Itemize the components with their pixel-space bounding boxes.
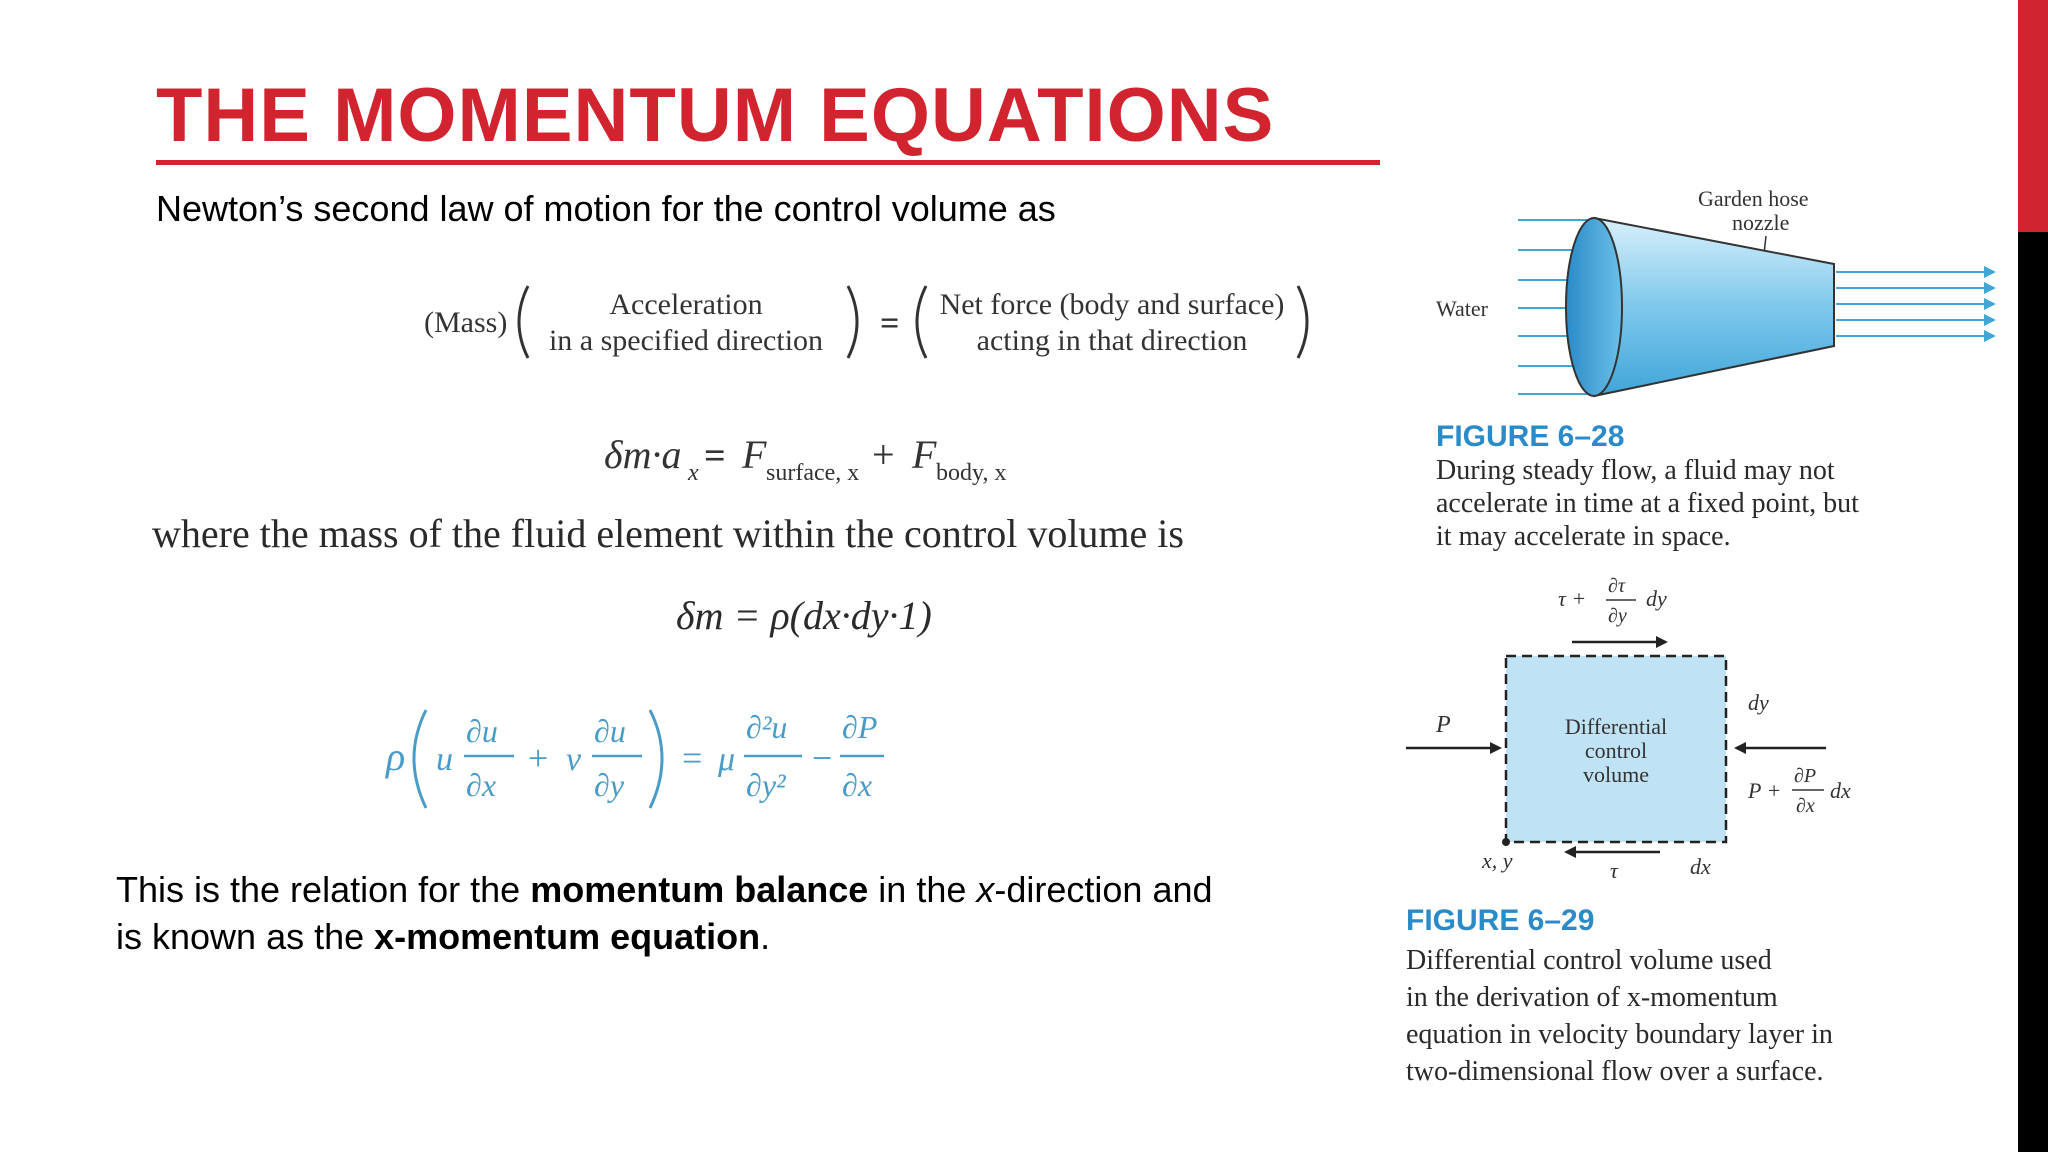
p-right-den: ∂x bbox=[1796, 795, 1815, 817]
bottom-bold-x-momentum: x-momentum equation bbox=[374, 916, 761, 957]
fig28-caption-line: During steady flow, a fluid may not bbox=[1436, 455, 1835, 486]
hose-label-1: Garden hose bbox=[1698, 186, 1809, 211]
bottom-text bbox=[116, 866, 1346, 960]
eq4-dx: ∂x bbox=[466, 767, 497, 803]
eq1-force-line1: Net force (body and surface) bbox=[939, 288, 1285, 321]
outlet-arrows bbox=[1836, 272, 1984, 336]
eq2-lhs: δm·a bbox=[604, 432, 682, 477]
xy-label: x, y bbox=[1482, 848, 1513, 873]
equation-x-momentum bbox=[372, 690, 892, 820]
water-label: Water bbox=[1436, 296, 1488, 321]
eq2-f2-sub: body, x bbox=[936, 460, 1007, 486]
cv-label-1: Differential bbox=[1564, 714, 1668, 739]
eq4-equals: = bbox=[682, 738, 703, 778]
eq4-dy2: ∂y² bbox=[746, 767, 786, 803]
eq4-du: ∂u bbox=[466, 713, 498, 749]
fig29-caption-line: equation in velocity boundary layer in bbox=[1406, 1019, 1833, 1050]
eq4-d2u: ∂²u bbox=[746, 709, 788, 745]
fig29-caption-line: in the derivation of x-momentum bbox=[1406, 982, 1778, 1013]
figure-6-28-title: FIGURE 6–28 bbox=[1436, 420, 1625, 453]
bottom-bold-momentum-balance: momentum balance bbox=[530, 869, 869, 910]
bottom-t5: . bbox=[760, 916, 771, 957]
nozzle-body bbox=[1594, 218, 1834, 396]
accent-bar-black bbox=[2018, 232, 2048, 1152]
eq4-du2: ∂u bbox=[594, 713, 626, 749]
p-right-num: ∂P bbox=[1794, 765, 1817, 787]
eq1-accel-line1: Acceleration bbox=[609, 288, 763, 321]
eq4-v: v bbox=[566, 741, 582, 778]
eq4-dy: ∂y bbox=[594, 767, 625, 803]
bottom-t1: This is the relation for the bbox=[116, 869, 531, 910]
eq2-plus: + bbox=[872, 432, 895, 477]
bottom-t2: in the bbox=[868, 869, 977, 910]
eq1-equals: = bbox=[880, 305, 900, 342]
hose-label-2: nozzle bbox=[1732, 210, 1790, 235]
title-underline bbox=[156, 160, 1380, 165]
p-right-dx: dx bbox=[1830, 778, 1851, 803]
figure-6-29-control-volume-diagram bbox=[1400, 568, 1880, 888]
fig29-caption-line: Differential control volume used bbox=[1406, 945, 1772, 976]
eq4-dx2: ∂x bbox=[842, 767, 873, 803]
tau-top-dy: dy bbox=[1646, 586, 1667, 611]
fig28-caption-line: accelerate in time at a fixed point, but bbox=[1436, 488, 1859, 519]
eq2-f1-sub: surface, x bbox=[766, 460, 860, 486]
eq1-force-line2: acting in that direction bbox=[976, 324, 1248, 357]
eq4-minus: − bbox=[812, 738, 833, 778]
eq2-equals: = bbox=[704, 435, 726, 477]
p-left: P bbox=[1436, 712, 1451, 738]
eq4-rho: ρ bbox=[386, 734, 406, 779]
equation-momentum-x bbox=[590, 428, 1050, 498]
tau-bottom: τ bbox=[1610, 858, 1618, 883]
eq1-mass: (Mass) bbox=[424, 306, 508, 339]
p-right: P + bbox=[1748, 778, 1782, 803]
equation-newton-word bbox=[400, 272, 1340, 372]
cv-label-2: control bbox=[1584, 738, 1648, 763]
where-text: where the mass of the fluid element within the control volume is bbox=[152, 511, 1184, 556]
bottom-t4: is known as the bbox=[116, 916, 375, 957]
eq1-accel-line2: in a specified direction bbox=[548, 324, 824, 357]
equation-mass-element: δm = ρ(dx·dy·1) bbox=[676, 593, 932, 638]
eq4-u: u bbox=[436, 741, 453, 778]
dy-label: dy bbox=[1748, 690, 1769, 715]
fig28-caption-line: it may accelerate in space. bbox=[1436, 521, 1731, 552]
slide-title: THE MOMENTUM EQUATIONS bbox=[156, 73, 1275, 158]
tau-top: τ + bbox=[1558, 586, 1587, 611]
nozzle-inlet bbox=[1566, 218, 1622, 396]
figure-6-29-title: FIGURE 6–29 bbox=[1406, 904, 1595, 937]
cv-label-3: volume bbox=[1583, 762, 1649, 787]
eq2-f1: F bbox=[742, 432, 767, 477]
intro-text: Newton’s second law of motion for the control volume as bbox=[156, 188, 1056, 229]
eq4-mu: μ bbox=[718, 741, 736, 778]
accent-bar-red bbox=[2018, 0, 2048, 232]
tau-top-num: ∂τ bbox=[1608, 575, 1626, 597]
eq4-plus: + bbox=[528, 738, 549, 778]
eq2-f2: F bbox=[912, 432, 937, 477]
eq2-lhs-sub: x bbox=[688, 460, 699, 486]
bottom-t3: -direction and bbox=[994, 869, 1213, 910]
fig29-caption-line: two-dimensional flow over a surface. bbox=[1406, 1056, 1824, 1087]
eq4-dp: ∂P bbox=[842, 709, 878, 745]
figure-6-29-caption bbox=[1406, 942, 1833, 1090]
dx-label: dx bbox=[1690, 854, 1711, 879]
figure-6-28-caption bbox=[1436, 454, 1859, 553]
figure-6-28-nozzle-diagram bbox=[1426, 180, 2006, 410]
bottom-italic-x: x bbox=[976, 869, 995, 910]
tau-top-den: ∂y bbox=[1608, 605, 1627, 627]
